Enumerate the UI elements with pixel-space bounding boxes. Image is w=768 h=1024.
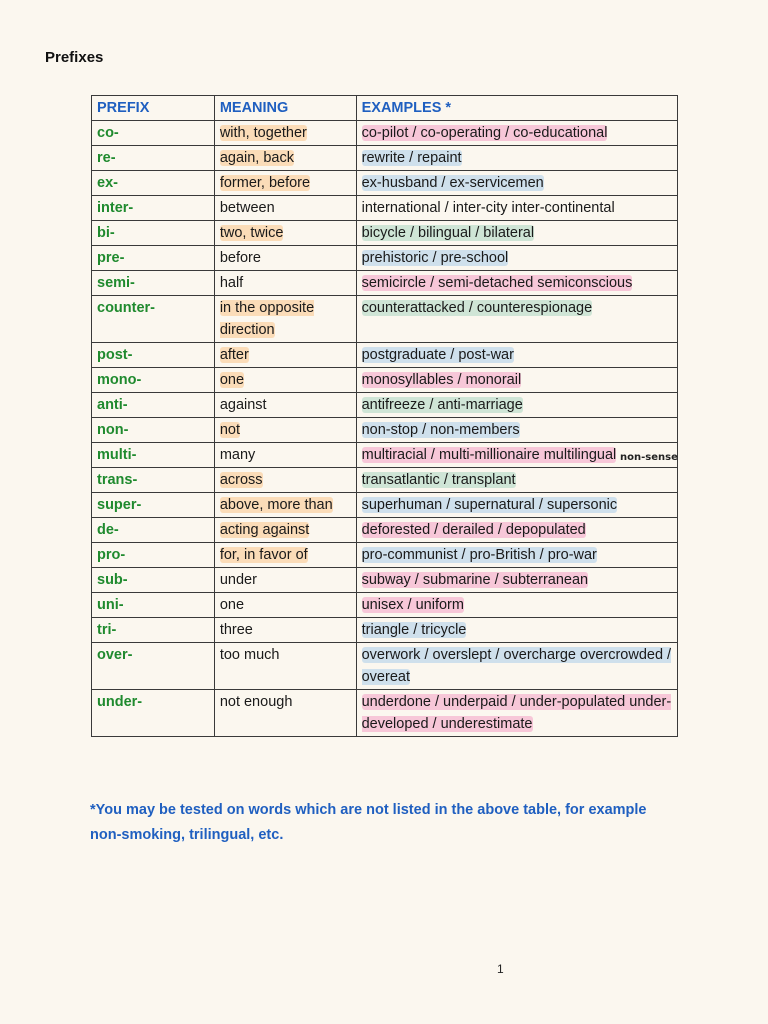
table-row: [92, 343, 678, 368]
examples-text: postgraduate / post-war: [361, 347, 514, 363]
meaning-cell: [214, 121, 356, 146]
prefix-cell: pre-: [92, 246, 215, 271]
prefix-cell: bi-: [92, 221, 215, 246]
prefix-cell: mono-: [92, 368, 215, 393]
examples-cell: [356, 296, 677, 343]
examples-text: co-pilot / co-operating / co-educational: [361, 125, 608, 141]
table-row: [92, 171, 678, 196]
examples-cell: [356, 121, 677, 146]
meaning-text: not: [219, 422, 240, 438]
examples-cell: [356, 146, 677, 171]
meaning-cell: [214, 618, 356, 643]
footnote: *You may be tested on words which are not listed in the above table, for example non-smoking, trilingual, etc.: [90, 802, 647, 843]
examples-text: non-stop / non-members: [361, 422, 520, 438]
examples-text: superhuman / supernatural / supersonic: [361, 497, 618, 513]
table-row: [92, 443, 678, 468]
examples-text: international / inter-city inter-continental: [361, 200, 615, 216]
meaning-text: in the opposite direction: [219, 300, 315, 338]
meaning-cell: [214, 418, 356, 443]
meaning-text: after: [219, 347, 249, 363]
prefix-cell: inter-: [92, 196, 215, 221]
table-row: [92, 690, 678, 737]
examples-cell: [356, 493, 677, 518]
examples-cell: [356, 196, 677, 221]
meaning-text: half: [219, 275, 244, 291]
examples-cell: [356, 518, 677, 543]
meaning-text: across: [219, 472, 263, 488]
examples-cell: [356, 246, 677, 271]
prefix-cell: semi-: [92, 271, 215, 296]
meaning-cell: [214, 518, 356, 543]
meaning-cell: [214, 690, 356, 737]
meaning-cell: [214, 593, 356, 618]
examples-text: prehistoric / pre-school: [361, 250, 509, 266]
prefix-cell: under-: [92, 690, 215, 737]
prefix-cell: ex-: [92, 171, 215, 196]
prefix-cell: tri-: [92, 618, 215, 643]
prefix-table: [91, 95, 678, 737]
table-row: [92, 146, 678, 171]
meaning-cell: [214, 271, 356, 296]
prefix-cell: uni-: [92, 593, 215, 618]
examples-cell: [356, 171, 677, 196]
meaning-text: between: [219, 200, 275, 216]
header-meaning: MEANING: [214, 96, 356, 121]
table-header-row: [92, 96, 678, 121]
examples-text: overwork / overslept / overcharge overcrowded / overeat: [361, 647, 672, 685]
prefix-cell: counter-: [92, 296, 215, 343]
meaning-cell: [214, 393, 356, 418]
examples-cell: [356, 368, 677, 393]
examples-text: underdone / underpaid / under-populated under-developed / underestimate: [361, 694, 672, 732]
table-row: [92, 393, 678, 418]
table-row: [92, 493, 678, 518]
table-row: [92, 518, 678, 543]
prefix-cell: re-: [92, 146, 215, 171]
prefix-cell: anti-: [92, 393, 215, 418]
meaning-text: former, before: [219, 175, 311, 191]
meaning-text: two, twice: [219, 225, 284, 241]
table-row: [92, 296, 678, 343]
meaning-cell: [214, 221, 356, 246]
examples-cell: [356, 690, 677, 737]
table-row: [92, 643, 678, 690]
meaning-text: again, back: [219, 150, 294, 166]
prefix-cell: post-: [92, 343, 215, 368]
table-row: [92, 618, 678, 643]
examples-text: bicycle / bilingual / bilateral: [361, 225, 535, 241]
meaning-text: too much: [219, 647, 280, 663]
table-row: [92, 468, 678, 493]
table-row: [92, 593, 678, 618]
prefix-cell: multi-: [92, 443, 215, 468]
handwritten-note: non-sense: [620, 452, 678, 463]
meaning-cell: [214, 296, 356, 343]
table-row: [92, 368, 678, 393]
meaning-text: above, more than: [219, 497, 333, 513]
meaning-text: many: [219, 447, 256, 463]
prefix-cell: trans-: [92, 468, 215, 493]
table-row: [92, 221, 678, 246]
prefix-cell: super-: [92, 493, 215, 518]
meaning-text: one: [219, 372, 245, 388]
meaning-cell: [214, 493, 356, 518]
examples-cell: [356, 468, 677, 493]
examples-text: deforested / derailed / depopulated: [361, 522, 586, 538]
prefix-cell: de-: [92, 518, 215, 543]
examples-cell: [356, 543, 677, 568]
prefix-cell: pro-: [92, 543, 215, 568]
meaning-text: with, together: [219, 125, 307, 141]
examples-text: monosyllables / monorail: [361, 372, 522, 388]
examples-text: ex-husband / ex-servicemen: [361, 175, 544, 191]
table-row: [92, 246, 678, 271]
table-row: [92, 418, 678, 443]
examples-text: multiracial / multi-millionaire multilingual: [361, 447, 617, 463]
header-examples: EXAMPLES *: [356, 96, 677, 121]
meaning-cell: [214, 196, 356, 221]
meaning-cell: [214, 368, 356, 393]
examples-text: rewrite / repaint: [361, 150, 462, 166]
prefix-cell: co-: [92, 121, 215, 146]
prefix-cell: over-: [92, 643, 215, 690]
meaning-cell: [214, 468, 356, 493]
meaning-cell: [214, 543, 356, 568]
meaning-cell: [214, 443, 356, 468]
examples-cell: [356, 393, 677, 418]
header-prefix: PREFIX: [92, 96, 215, 121]
table-row: [92, 271, 678, 296]
examples-text: counterattacked / counterespionage: [361, 300, 593, 316]
meaning-cell: [214, 643, 356, 690]
examples-cell: [356, 271, 677, 296]
examples-cell: [356, 593, 677, 618]
examples-text: unisex / uniform: [361, 597, 464, 613]
examples-cell: [356, 418, 677, 443]
page-title: Prefixes: [45, 49, 104, 66]
meaning-text: under: [219, 572, 257, 588]
meaning-text: for, in favor of: [219, 547, 308, 563]
meaning-text: not enough: [219, 694, 293, 710]
table-row: [92, 543, 678, 568]
meaning-text: three: [219, 622, 253, 638]
examples-text: pro-communist / pro-British / pro-war: [361, 547, 597, 563]
meaning-text: acting against: [219, 522, 310, 538]
examples-cell: [356, 568, 677, 593]
prefix-cell: non-: [92, 418, 215, 443]
examples-text: subway / submarine / subterranean: [361, 572, 589, 588]
meaning-text: one: [219, 597, 245, 613]
examples-cell: [356, 618, 677, 643]
page-number: 1: [497, 962, 504, 976]
prefix-cell: sub-: [92, 568, 215, 593]
examples-cell: [356, 643, 677, 690]
meaning-cell: [214, 343, 356, 368]
meaning-cell: [214, 171, 356, 196]
meaning-cell: [214, 568, 356, 593]
examples-cell: [356, 343, 677, 368]
examples-text: triangle / tricycle: [361, 622, 467, 638]
meaning-text: before: [219, 250, 261, 266]
table-row: [92, 196, 678, 221]
meaning-cell: [214, 146, 356, 171]
meaning-cell: [214, 246, 356, 271]
examples-cell: [356, 221, 677, 246]
table-row: [92, 568, 678, 593]
examples-text: semicircle / semi-detached semiconscious: [361, 275, 633, 291]
table-row: [92, 121, 678, 146]
meaning-text: against: [219, 397, 267, 413]
examples-text: transatlantic / transplant: [361, 472, 516, 488]
examples-text: antifreeze / anti-marriage: [361, 397, 523, 413]
